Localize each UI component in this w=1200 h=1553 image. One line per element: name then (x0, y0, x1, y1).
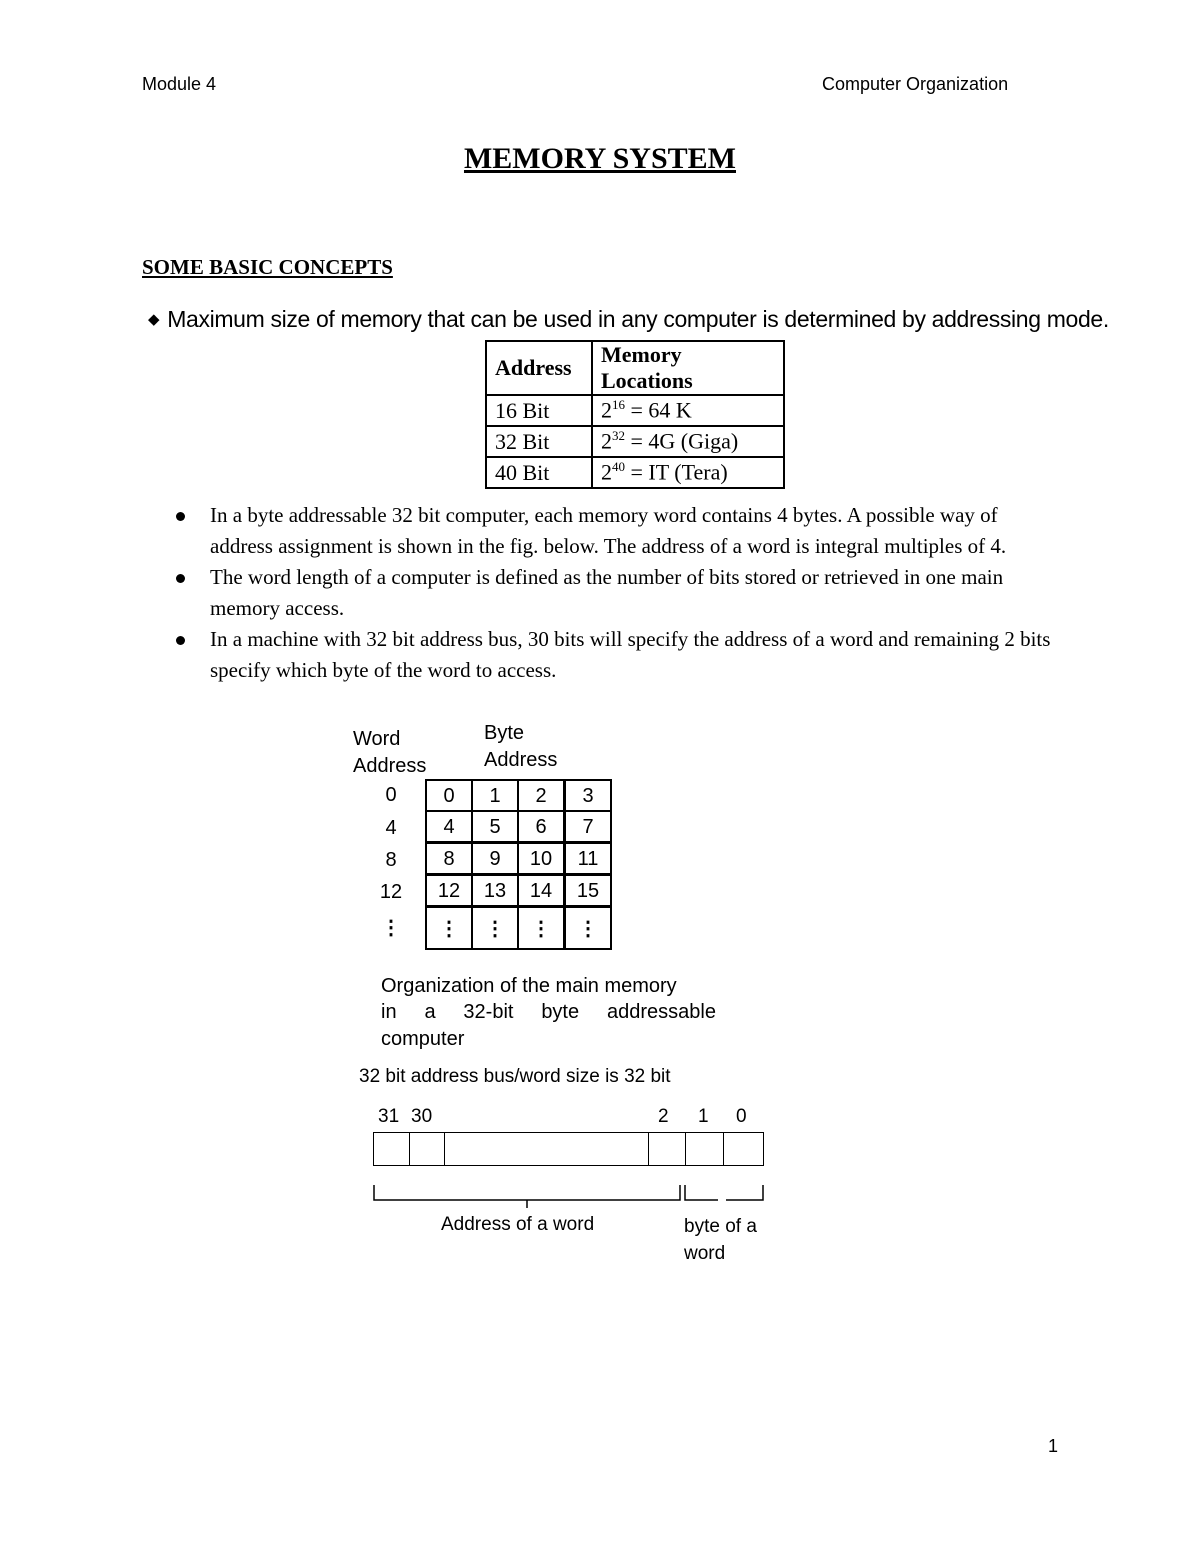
figure-caption-line-2: in a 32-bit byte addressable (381, 1001, 716, 1023)
table-row (486, 426, 784, 457)
section-heading: SOME BASIC CONCEPTS (142, 255, 393, 279)
byte-cell: 7 (564, 810, 612, 843)
list-item: In a byte addressable 32 bit computer, each memory word contains 4 bytes. A possible way of address assignment is shown in the fig. below. The address of a word is integral multiples of 4. (174, 500, 1054, 562)
byte-cell: ⋮ (425, 906, 473, 950)
word-address: 8 (385, 849, 397, 871)
address-column-header: Address (486, 341, 592, 395)
byte-cell: 1 (471, 779, 519, 812)
figure-caption-line-3: computer (381, 1028, 465, 1050)
address-table (485, 340, 785, 489)
lead-bullet-text: Maximum size of memory that can be used in any computer is determined by addressing mode. (167, 306, 1109, 332)
address-table-header (486, 341, 784, 395)
bit-label: 1 (698, 1106, 709, 1127)
table-row (486, 395, 784, 426)
figure-caption-line-1: Organization of the main memory (381, 975, 677, 997)
address-cell: 40 Bit (486, 457, 592, 488)
word-address-label-2: Address (353, 755, 427, 777)
word-address: 12 (379, 881, 403, 903)
bit-cell (409, 1132, 444, 1166)
word-address: 4 (385, 817, 397, 839)
bit-cell (444, 1132, 648, 1166)
bullet-dot-icon (176, 636, 185, 645)
page-title: MEMORY SYSTEM (463, 142, 736, 175)
address-cell: 16 Bit (486, 395, 592, 426)
byte-cell: 8 (425, 842, 473, 875)
memory-cell: $2^{32} = 4G$ (Giga) (592, 426, 784, 457)
header-right: Computer Organization (822, 74, 1009, 94)
byte-cell: 14 (517, 874, 565, 907)
word-address-label-1: Word (353, 728, 401, 750)
memory-cell: $2^{40}$ = IT (Tera) (592, 457, 784, 488)
byte-cell: 6 (517, 810, 565, 843)
list-item: The word length of a computer is defined as the number of bits stored or retrieved in one main memory access. (174, 562, 1054, 624)
byte-cell: 15 (564, 874, 612, 907)
word-address: ⋮ (381, 917, 401, 939)
byte-cell: 0 (425, 779, 473, 812)
byte-cell: 2 (517, 779, 565, 812)
byte-cell: 5 (471, 810, 519, 843)
byte-address-label-1: Byte (484, 722, 525, 744)
byte-cell: ⋮ (517, 906, 565, 950)
byte-cell: 4 (425, 810, 473, 843)
address-of-word-label: Address of a word (441, 1214, 595, 1235)
bit-cell (373, 1132, 409, 1166)
header-left: Module 4 (142, 74, 217, 94)
byte-address-label-2: Address (484, 749, 558, 771)
byte-of-word-label-1: byte of a (684, 1216, 757, 1237)
byte-cell: 9 (471, 842, 519, 875)
bit-cell (685, 1132, 723, 1166)
list-item: In a machine with 32 bit address bus, 30 bits will specify the address of a word and remaining 2 bits specify which byte of the word to access. (174, 624, 1054, 686)
bit-cell (648, 1132, 685, 1166)
bullet-list (174, 500, 1054, 686)
byte-cell: 3 (564, 779, 612, 812)
lead-bullet (148, 306, 1109, 333)
memory-cell: $2^{16} = 64$ K (592, 395, 784, 426)
bullet-dot-icon (176, 512, 185, 521)
table-row (486, 457, 784, 488)
page-number: 1 (1048, 1436, 1059, 1456)
byte-cell: 11 (564, 842, 612, 875)
byte-cell: ⋮ (564, 906, 612, 950)
bit-label: 2 (658, 1106, 669, 1127)
byte-cell: ⋮ (471, 906, 519, 950)
bullet-dot-icon (176, 574, 185, 583)
bit-cell (723, 1132, 764, 1166)
address-cell: 32 Bit (486, 426, 592, 457)
byte-cell: 10 (517, 842, 565, 875)
bit-label: 0 (736, 1106, 747, 1127)
word-address: 0 (385, 784, 397, 806)
bit-label: 31 (378, 1106, 400, 1127)
bus-figure-title: 32 bit address bus/word size is 32 bit (359, 1066, 671, 1087)
bit-label: 30 (411, 1106, 433, 1127)
byte-of-word-label-2: word (684, 1243, 726, 1264)
memory-locations-column-header: Memory Locations (592, 341, 784, 395)
byte-cell: 12 (425, 874, 473, 907)
byte-cell: 13 (471, 874, 519, 907)
diamond-bullet-icon: ◆ (148, 311, 160, 328)
brace-lines (370, 1180, 770, 1210)
